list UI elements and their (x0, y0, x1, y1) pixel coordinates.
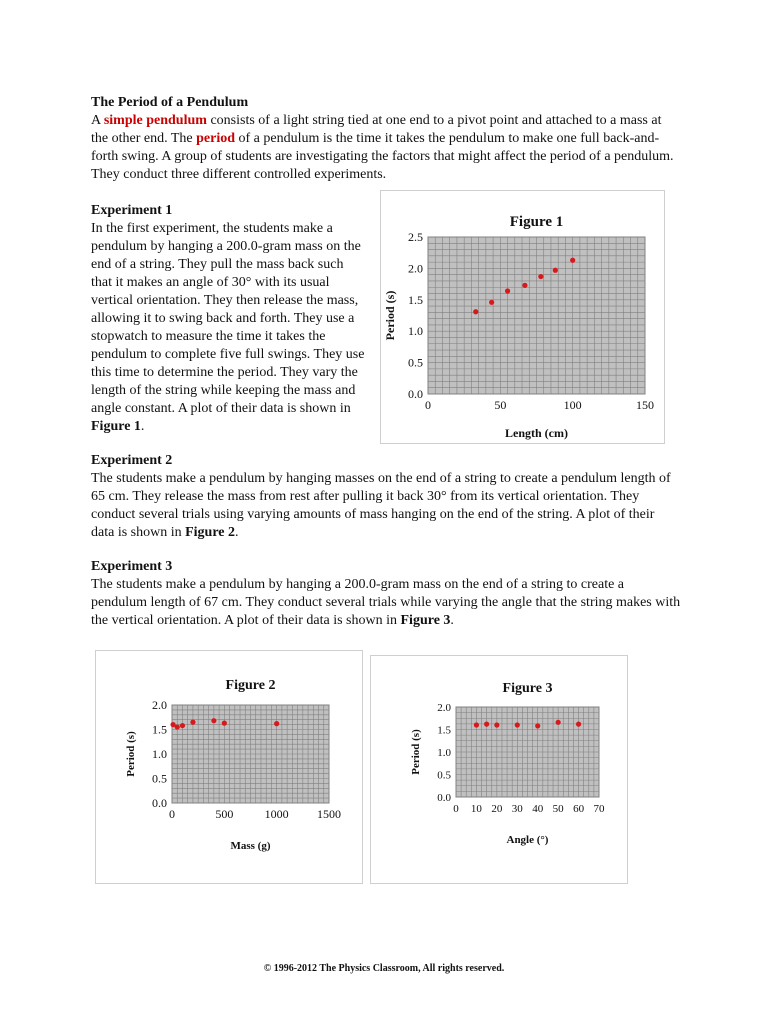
y-axis-label: Period (s) (410, 729, 422, 775)
page-title: The Period of a Pendulum (91, 95, 249, 110)
x-tick-label: 70 (593, 803, 605, 815)
data-point (538, 274, 543, 279)
experiment-3-body: The students make a pendulum by hanging a 200.0-gram mass on the end of a string to create a pendulum length of 67 cm. They conduct several trials while varying the angle that the string makes with the vertical orientation. A plot of their data is shown in (91, 577, 681, 628)
data-point (473, 309, 478, 314)
x-tick-label: 0 (453, 803, 459, 815)
x-axis-label: Length (cm) (505, 426, 568, 440)
experiment-1-heading: Experiment 1 (91, 203, 173, 218)
experiment-2-end: . (235, 525, 239, 540)
term-period: period (196, 131, 235, 146)
data-point (211, 718, 216, 723)
x-tick-label: 500 (215, 807, 234, 821)
figure-2-chart (96, 651, 362, 883)
x-tick-label: 20 (491, 803, 503, 815)
x-tick-label: 1500 (317, 807, 341, 821)
data-point (274, 721, 279, 726)
figure-1-box (380, 190, 665, 444)
y-axis-label: Period (s) (383, 290, 397, 341)
y-axis-label: Period (s) (125, 731, 137, 777)
data-point (505, 288, 510, 293)
data-point (484, 722, 489, 727)
x-tick-label: 10 (470, 803, 482, 815)
x-tick-label: 1000 (264, 807, 289, 821)
experiment-3-text (91, 576, 681, 630)
data-point (190, 720, 195, 725)
y-tick-label: 0.0 (437, 792, 451, 804)
figure-3-box (370, 655, 628, 884)
y-tick-label: 1.5 (408, 292, 423, 307)
data-point (553, 268, 558, 273)
experiment-2-text (91, 470, 681, 542)
experiment-1-end: . (140, 419, 145, 434)
data-point (222, 721, 227, 726)
data-point (180, 723, 185, 728)
x-tick-label: 100 (563, 398, 582, 412)
y-tick-label: 2.0 (408, 261, 423, 276)
data-point (494, 722, 499, 727)
x-tick-label: 60 (573, 803, 585, 815)
experiment-1-body: In the first experiment, the students make a pendulum by hanging a 200.0-gram mass on the end of a string. They pull the mass back such that it makes an angle of 30° with its usual vertical orientation. They then release the mass, allowing it to swing back and forth. They use a stopwatch to measure the time it takes the pendulum to complete five full swings. They use this time to determine the period. They vary the length of the string while keeping the mass and angle constant. A plot of their data is shown in (91, 221, 365, 416)
data-point (576, 722, 581, 727)
y-tick-label: 1.0 (408, 324, 423, 339)
data-point (474, 722, 479, 727)
y-tick-label: 0.0 (408, 387, 423, 401)
y-tick-label: 1.0 (152, 747, 167, 761)
x-tick-label: 50 (494, 398, 507, 412)
experiment-2-heading: Experiment 2 (91, 453, 173, 468)
y-tick-label: 0.5 (437, 769, 451, 782)
x-tick-label: 0 (169, 807, 175, 821)
experiment-1-figref: Figure 1 (91, 419, 141, 434)
term-simple-pendulum: simple pendulum (103, 113, 207, 128)
x-tick-label: 50 (552, 803, 564, 815)
data-point (535, 723, 540, 728)
y-tick-label: 1.5 (437, 724, 451, 737)
chart-title: Figure 3 (502, 681, 553, 696)
experiment-3-end: . (450, 613, 454, 628)
x-tick-label: 150 (636, 398, 654, 412)
figure-1-chart (381, 191, 664, 443)
intro-text-1: A (91, 113, 104, 128)
y-tick-label: 1.5 (152, 722, 167, 737)
data-point (570, 258, 575, 263)
figure-2-box (95, 650, 363, 884)
y-tick-label: 1.0 (437, 747, 451, 759)
intro-text-2: consists of a light string tied at one end to a pivot point and attached to a mass at the other end. The (91, 113, 662, 146)
data-point (489, 300, 494, 305)
data-point (522, 283, 527, 288)
data-point (175, 724, 180, 729)
intro-paragraph (91, 112, 681, 184)
y-tick-label: 2.5 (408, 230, 423, 244)
copyright-footer: © 1996-2012 The Physics Classroom, All rights reserved. (263, 963, 505, 974)
x-tick-label: 40 (532, 803, 544, 815)
experiment-2-figref: Figure 2 (185, 525, 236, 540)
experiment-3-heading: Experiment 3 (91, 559, 173, 574)
intro-text-3: of a pendulum is the time it takes the pendulum to make one full back-and-forth swing. A group of students are investigating the factors that might affect the period of a pendulum. They conduct three different controlled experiments. (91, 131, 674, 182)
x-tick-label: 0 (425, 398, 431, 412)
chart-title: Figure 1 (509, 214, 564, 230)
x-axis-label: Angle (°) (506, 834, 549, 846)
x-tick-label: 30 (511, 803, 523, 815)
y-tick-label: 0.0 (152, 796, 167, 810)
y-tick-label: 2.0 (437, 702, 451, 714)
y-tick-label: 0.5 (408, 355, 423, 370)
figure-3-chart (371, 656, 627, 883)
y-tick-label: 2.0 (152, 698, 167, 712)
data-point (556, 720, 561, 725)
y-tick-label: 0.5 (152, 771, 167, 786)
x-axis-label: Mass (g) (230, 840, 271, 852)
experiment-1-text (91, 220, 366, 436)
experiment-3-figref: Figure 3 (400, 613, 451, 628)
experiment-2-body: The students make a pendulum by hanging masses on the end of a string to create a pendulum length of 65 cm. They release the mass from rest after pulling it back 30° from its vertical orientation. They conduct several trials using varying amounts of mass hanging on the end of the string. A plot of their data is shown in (91, 471, 671, 540)
data-point (515, 722, 520, 727)
chart-title: Figure 2 (225, 678, 276, 693)
